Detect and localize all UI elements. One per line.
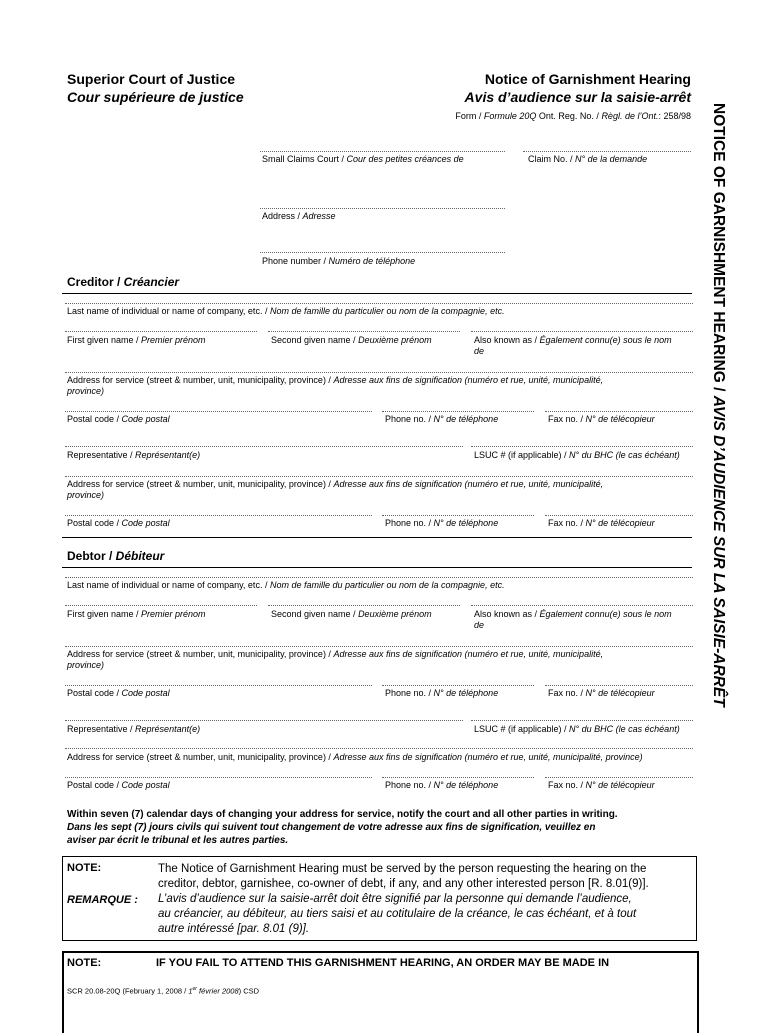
attendance-note-label: NOTE:: [67, 957, 102, 969]
debtor-rep-address-line[interactable]: [65, 748, 693, 749]
court-line[interactable]: [260, 151, 505, 152]
debtor-lastname-label: Last name of individual or name of company, etc. / Nom de famille du particulier ou nom de la compagnie, etc.: [67, 580, 505, 590]
creditor-lsuc-label: LSUC # (if applicable) / N° du BHC (le cas échéant): [474, 450, 680, 460]
debtor-first-label: First given name / Premier prénom: [67, 609, 206, 619]
debtor-divider: [62, 567, 692, 568]
debtor-rep-fax-label: Fax no. / N° de télécopieur: [548, 780, 655, 790]
creditor-rep-postal-label: Postal code / Code postal: [67, 518, 170, 528]
creditor-divider: [62, 293, 692, 294]
reg-number: : 258/98: [658, 111, 691, 121]
reg-label-en: Ont. Reg. No. /: [536, 111, 602, 121]
debtor-phone-line[interactable]: [382, 685, 534, 686]
creditor-rep-address-label: Address for service (street & number, unit, municipality, province) / Adresse aux fins de signification (numéro et rue, unité, municipalité, province): [67, 479, 604, 500]
court-label: Small Claims Court / Cour des petites créances de: [262, 154, 464, 164]
creditor-rep-label: Representative / Représentant(e): [67, 450, 201, 460]
debtor-first-line[interactable]: [65, 605, 257, 606]
creditor-address-line[interactable]: [65, 372, 693, 373]
creditor-rep-fax-line[interactable]: [545, 515, 693, 516]
creditor-rep-line[interactable]: [65, 446, 463, 447]
court-name-fr: Cour supérieure de justice: [67, 89, 244, 105]
form-footer: SCR 20.08-20Q (February 1, 2008 / 1er février 2008) CSD: [67, 986, 260, 996]
creditor-aka-label: Also known as / Également connu(e) sous le nom de: [474, 335, 672, 356]
debtor-lastname-line[interactable]: [65, 577, 693, 578]
debtor-address-line[interactable]: [65, 646, 693, 647]
form-label-fr: Formule 20Q: [483, 111, 537, 121]
debtor-rep-phone-line[interactable]: [382, 777, 534, 778]
debtor-rep-address-label: Address for service (street & number, unit, municipality, province) / Adresse aux fins de signification (numéro et rue, unité, municipalité, province): [67, 752, 643, 762]
creditor-lastname-line[interactable]: [65, 303, 693, 304]
creditor-postal-label: Postal code / Code postal: [67, 414, 170, 424]
debtor-aka-label: Also known as / Également connu(e) sous le nom de: [474, 609, 672, 630]
creditor-phone-label: Phone no. / N° de téléphone: [385, 414, 499, 424]
address-line[interactable]: [260, 208, 505, 209]
claim-label: Claim No. / N° de la demande: [528, 154, 648, 164]
creditor-second-label: Second given name / Deuxième prénom: [271, 335, 432, 345]
debtor-rep-line[interactable]: [65, 720, 463, 721]
service-note-fr3: autre intéressé [par. 8.01 (9)].: [158, 923, 310, 935]
service-note-label-fr: REMARQUE :: [67, 894, 138, 906]
creditor-heading: Creditor / Créancier: [67, 275, 180, 289]
phone-line[interactable]: [260, 252, 505, 253]
address-change-notice: [67, 808, 695, 847]
section-divider: [62, 537, 692, 538]
creditor-rep-phone-label: Phone no. / N° de téléphone: [385, 518, 499, 528]
service-note-fr2: au créancier, au débiteur, au tiers saisi et au cotitulaire de la créance, le cas échéant, et à tout: [158, 908, 637, 920]
debtor-lsuc-line[interactable]: [471, 720, 693, 721]
service-note-en2: creditor, debtor, garnishee, co-owner of debt, if any, and any other interested person [R. 8.01(9)].: [158, 878, 649, 890]
debtor-second-label: Second given name / Deuxième prénom: [271, 609, 432, 619]
attendance-note-text: IF YOU FAIL TO ATTEND THIS GARNISHMENT HEARING, AN ORDER MAY BE MADE IN: [156, 957, 610, 969]
debtor-heading: Debtor / Débiteur: [67, 549, 165, 563]
creditor-phone-line[interactable]: [382, 411, 534, 412]
debtor-postal-label: Postal code / Code postal: [67, 688, 170, 698]
address-label: Address / Adresse: [262, 211, 336, 221]
debtor-postal-line[interactable]: [65, 685, 372, 686]
debtor-second-line[interactable]: [268, 605, 460, 606]
address-change-notice-fr2: aviser par écrit le tribunal et les autres parties.: [67, 835, 289, 846]
creditor-rep-fax-label: Fax no. / N° de télécopieur: [548, 518, 655, 528]
court-name-block: [67, 70, 244, 106]
service-note-label-en: NOTE:: [67, 862, 102, 874]
debtor-rep-phone-label: Phone no. / N° de téléphone: [385, 780, 499, 790]
form-title-en: Notice of Garnishment Hearing: [484, 71, 691, 87]
debtor-rep-postal-line[interactable]: [65, 777, 372, 778]
form-title-fr: Avis d’audience sur la saisie-arrêt: [464, 89, 691, 105]
debtor-phone-label: Phone no. / N° de téléphone: [385, 688, 499, 698]
creditor-fax-label: Fax no. / N° de télécopieur: [548, 414, 655, 424]
debtor-aka-line[interactable]: [471, 605, 693, 606]
creditor-first-label: First given name / Premier prénom: [67, 335, 206, 345]
form-label-en: Form /: [455, 111, 484, 121]
service-note-fr1: L’avis d’audience sur la saisie-arrêt doit être signifié par la personne qui demande l’audience,: [158, 893, 632, 905]
address-change-notice-en: Within seven (7) calendar days of changing your address for service, notify the court and all other parties in writing.: [67, 809, 618, 820]
form-title-block: [465, 70, 691, 106]
service-note-text: [158, 862, 693, 937]
address-change-notice-fr1: Dans les sept (7) jours civils qui suivent tout changement de votre adresse aux fins de signification, veuillez en: [67, 822, 596, 833]
form-number: [455, 111, 691, 121]
creditor-lastname-label: Last name of individual or name of company, etc. / Nom de famille du particulier ou nom de la compagnie, etc.: [67, 306, 505, 316]
creditor-fax-line[interactable]: [545, 411, 693, 412]
creditor-second-line[interactable]: [268, 331, 460, 332]
debtor-fax-label: Fax no. / N° de télécopieur: [548, 688, 655, 698]
creditor-rep-phone-line[interactable]: [382, 515, 534, 516]
creditor-postal-line[interactable]: [65, 411, 372, 412]
claim-line[interactable]: [523, 151, 691, 152]
creditor-address-label: Address for service (street & number, unit, municipality, province) / Adresse aux fins de signification (numéro et rue, unité, municipalité, province): [67, 375, 604, 396]
creditor-rep-address-line[interactable]: [65, 476, 693, 477]
debtor-rep-postal-label: Postal code / Code postal: [67, 780, 170, 790]
creditor-lsuc-line[interactable]: [471, 446, 693, 447]
debtor-rep-label: Representative / Représentant(e): [67, 724, 201, 734]
side-title-text: NOTICE OF GARNISHMENT HEARING / AVIS D’AUDIENCE SUR LA SAISIE-ARRÊT: [710, 103, 727, 707]
court-name-en: Superior Court of Justice: [67, 71, 236, 87]
creditor-rep-postal-line[interactable]: [65, 515, 372, 516]
reg-label-fr: Règl. de l’Ont.: [601, 111, 659, 121]
creditor-first-line[interactable]: [65, 331, 257, 332]
service-note-en1: The Notice of Garnishment Hearing must be served by the person requesting the hearing on the: [158, 863, 647, 875]
debtor-lsuc-label: LSUC # (if applicable) / N° du BHC (le cas échéant): [474, 724, 680, 734]
phone-label: Phone number / Numéro de téléphone: [262, 256, 416, 266]
side-title: [697, 103, 731, 813]
creditor-aka-line[interactable]: [471, 331, 693, 332]
debtor-rep-fax-line[interactable]: [545, 777, 693, 778]
debtor-fax-line[interactable]: [545, 685, 693, 686]
debtor-address-label: Address for service (street & number, unit, municipality, province) / Adresse aux fins de signification (numéro et rue, unité, municipalité, province): [67, 649, 604, 670]
